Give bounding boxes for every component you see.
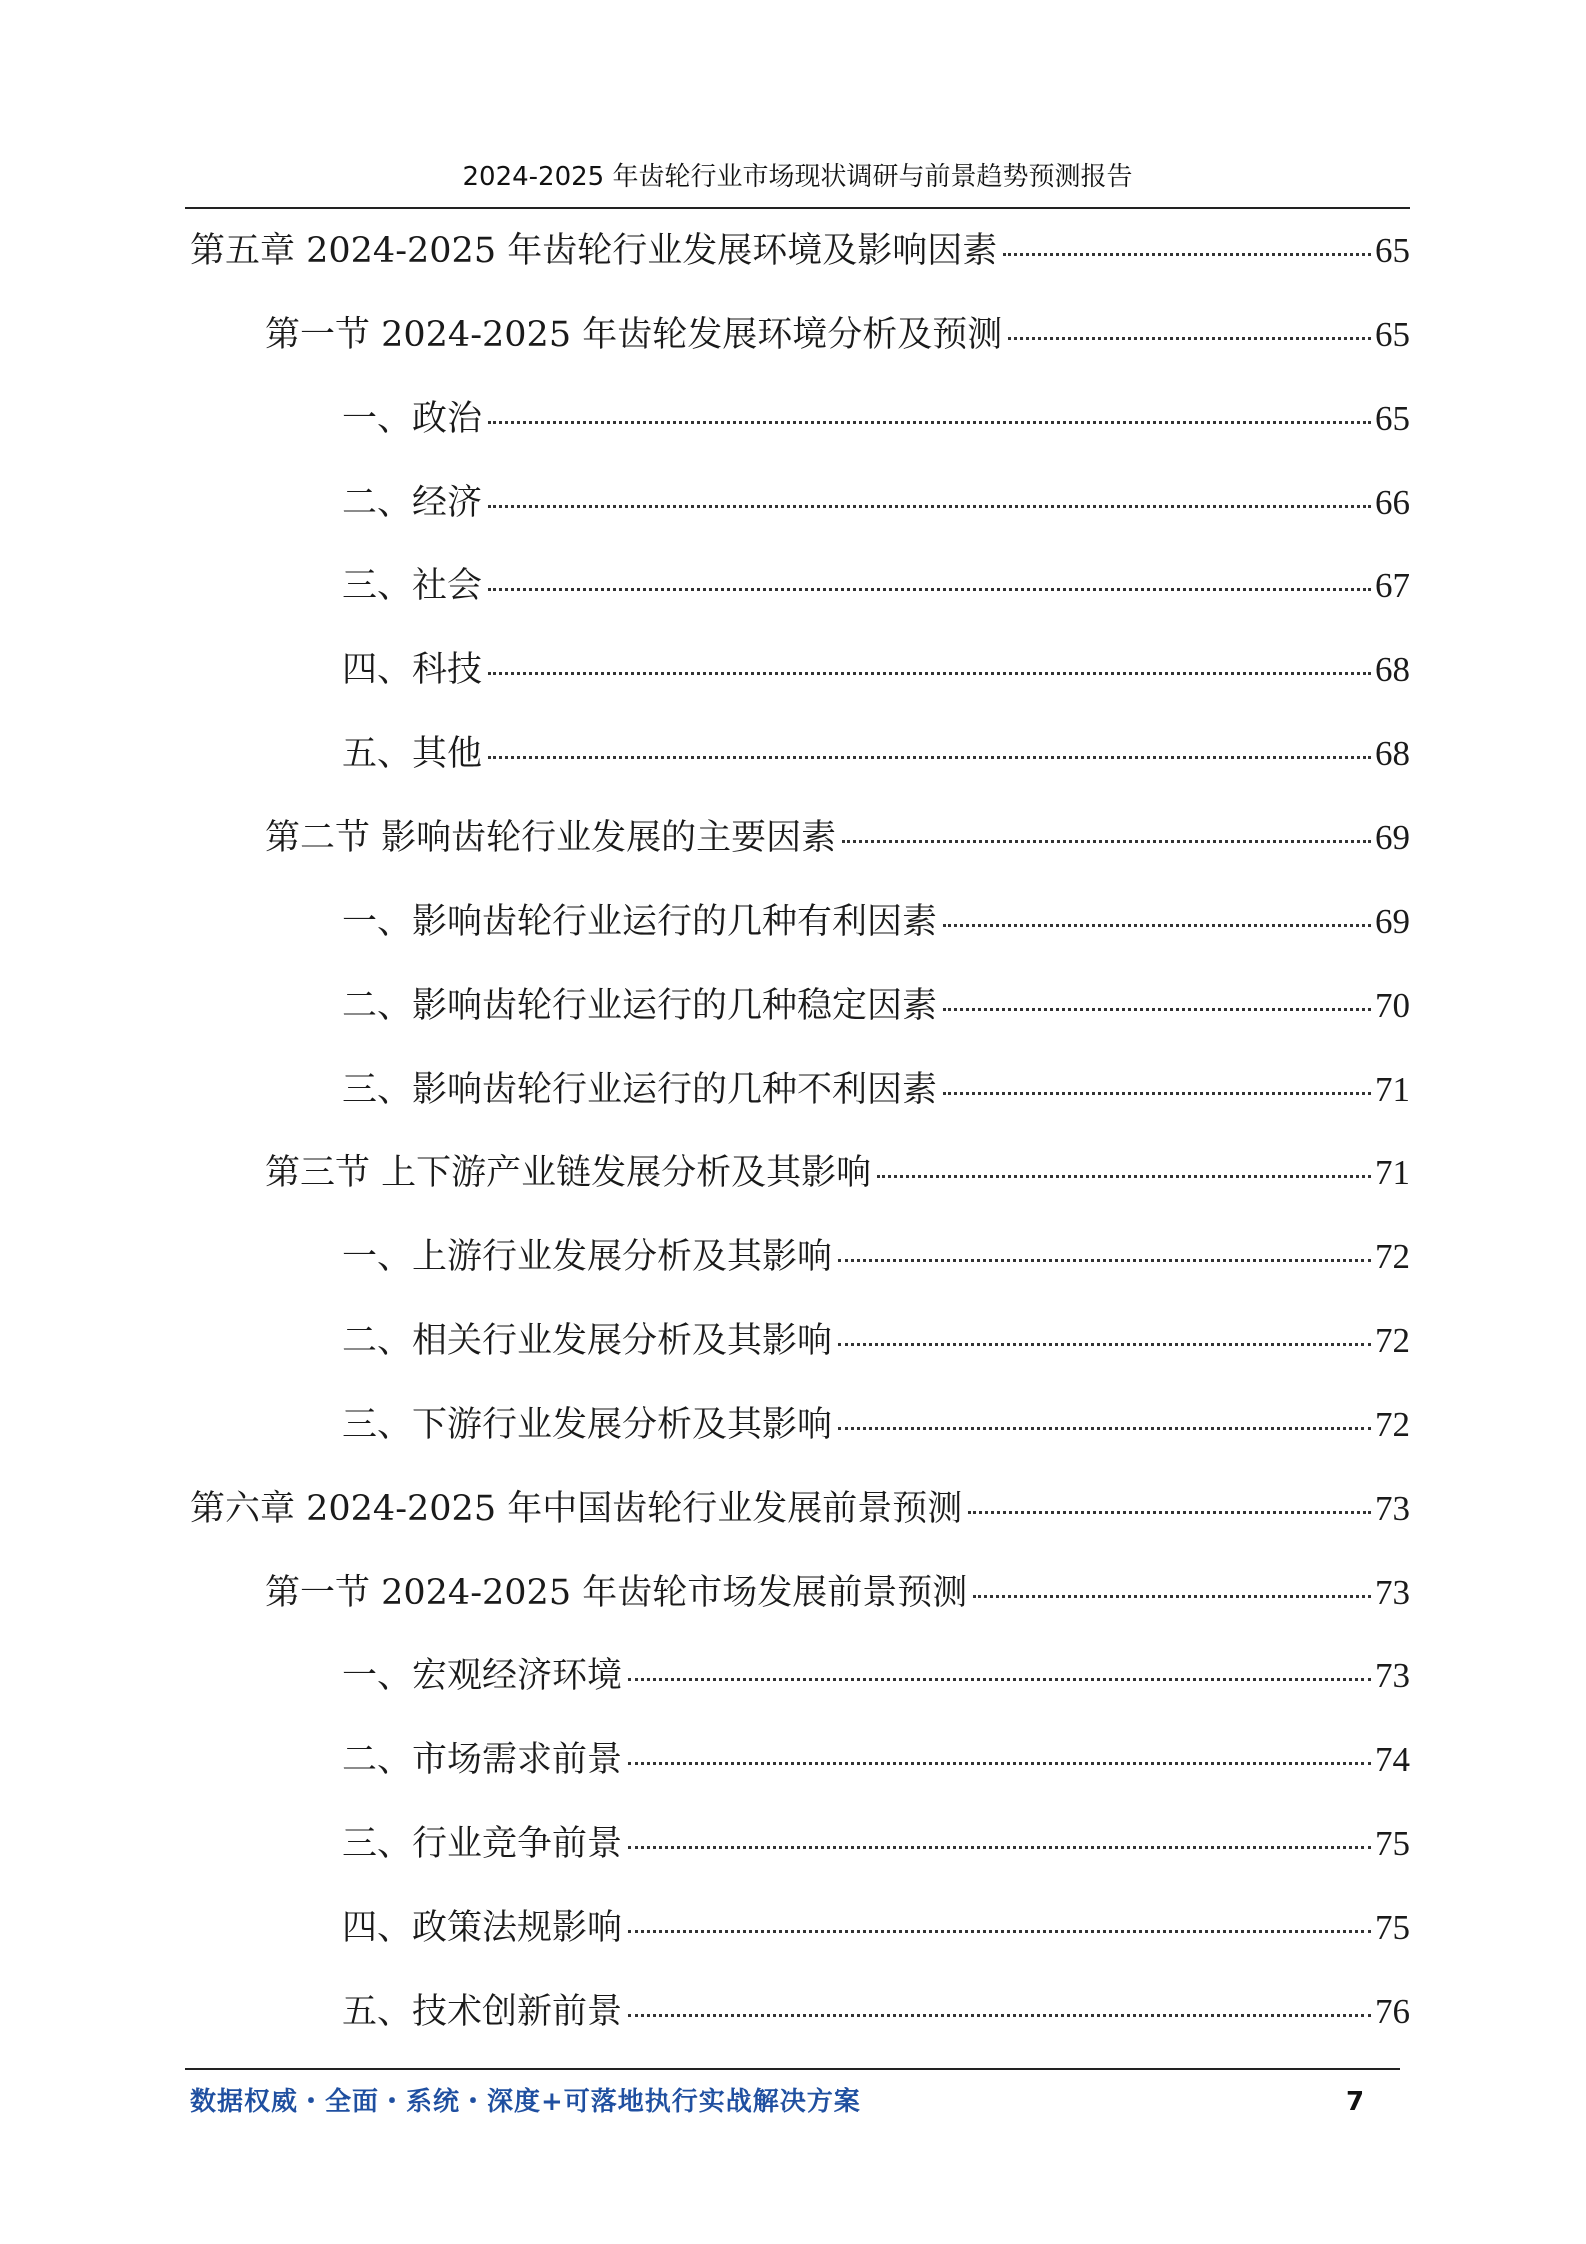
toc-entry-page: 75 — [1375, 1824, 1410, 1863]
toc-entry-label: 三、影响齿轮行业运行的几种不利因素 — [342, 1070, 938, 1110]
toc-dot-leader — [877, 1175, 1371, 1178]
toc-entry-page: 73 — [1375, 1489, 1410, 1528]
toc-entry-level-3[interactable] — [342, 1819, 1410, 1869]
toc-entry-page: 71 — [1375, 1153, 1410, 1192]
toc-entry-label: 二、市场需求前景 — [342, 1740, 623, 1780]
toc-entry-page: 71 — [1375, 1070, 1410, 1109]
toc-dot-leader — [628, 1678, 1371, 1681]
toc-entry-page: 70 — [1375, 986, 1410, 1025]
toc-entry-page: 66 — [1375, 483, 1410, 522]
toc-dot-leader — [838, 1427, 1371, 1430]
report-title: 2024-2025 年齿轮行业市场现状调研与前景趋势预测报告 — [462, 162, 1133, 192]
toc-entry-page: 68 — [1375, 734, 1410, 773]
toc-entry-level-3[interactable] — [342, 981, 1410, 1031]
toc-dot-leader — [488, 588, 1371, 591]
toc-entry-level-2[interactable] — [265, 1148, 1410, 1198]
toc-entry-label: 四、科技 — [342, 650, 483, 690]
toc-entry-level-3[interactable] — [342, 394, 1410, 444]
toc-dot-leader — [943, 1092, 1371, 1095]
toc-entry-label: 二、影响齿轮行业运行的几种稳定因素 — [342, 986, 938, 1026]
toc-entry-page: 68 — [1375, 650, 1410, 689]
toc-entry-label: 第五章 2024-2025 年齿轮行业发展环境及影响因素 — [190, 231, 998, 271]
toc-dot-leader — [628, 2014, 1371, 2017]
toc-entry-level-3[interactable] — [342, 1651, 1410, 1701]
toc-entry-level-3[interactable] — [342, 1735, 1410, 1785]
page-number: 7 — [1345, 2087, 1365, 2117]
toc-entry-level-3[interactable] — [342, 729, 1410, 779]
toc-entry-page: 75 — [1375, 1908, 1410, 1947]
toc-dot-leader — [628, 1846, 1371, 1849]
toc-entry-level-3[interactable] — [342, 1232, 1410, 1282]
toc-dot-leader — [488, 672, 1371, 675]
toc-entry-page: 74 — [1375, 1740, 1410, 1779]
toc-entry-label: 第三节 上下游产业链发展分析及其影响 — [265, 1153, 872, 1193]
toc-entry-label: 第一节 2024-2025 年齿轮发展环境分析及预测 — [265, 315, 1003, 355]
toc-entry-label: 第六章 2024-2025 年中国齿轮行业发展前景预测 — [190, 1489, 963, 1529]
toc-entry-level-3[interactable] — [342, 1400, 1410, 1450]
toc-entry-label: 四、政策法规影响 — [342, 1908, 623, 1948]
toc-entry-label: 一、上游行业发展分析及其影响 — [342, 1237, 833, 1277]
toc-dot-leader — [1008, 337, 1371, 340]
toc-dot-leader — [488, 421, 1371, 424]
toc-dot-leader — [628, 1930, 1371, 1933]
toc-entry-level-2[interactable] — [265, 813, 1410, 863]
toc-dot-leader — [973, 1595, 1371, 1598]
toc-entry-level-3[interactable] — [342, 1316, 1410, 1366]
toc-entry-page: 67 — [1375, 566, 1410, 605]
toc-entry-page: 72 — [1375, 1237, 1410, 1276]
toc-entry-level-3[interactable] — [342, 897, 1410, 947]
header-divider — [185, 207, 1410, 209]
toc-dot-leader — [838, 1259, 1371, 1262]
toc-entry-label: 五、技术创新前景 — [342, 1992, 623, 2032]
toc-entry-page: 76 — [1375, 1992, 1410, 2031]
toc-entry-label: 第一节 2024-2025 年齿轮市场发展前景预测 — [265, 1573, 968, 1613]
toc-dot-leader — [488, 756, 1371, 759]
toc-entry-page: 73 — [1375, 1573, 1410, 1612]
footer-divider — [185, 2068, 1400, 2070]
toc-dot-leader — [1003, 253, 1371, 256]
toc-dot-leader — [842, 840, 1371, 843]
toc-entry-level-2[interactable] — [265, 310, 1410, 360]
toc-entry-page: 65 — [1375, 315, 1410, 354]
toc-entry-page: 72 — [1375, 1321, 1410, 1360]
toc-entry-level-3[interactable] — [342, 1903, 1410, 1953]
footer-slogan: 数据权威・全面・系统・深度+可落地执行实战解决方案 — [190, 2087, 861, 2117]
toc-entry-label: 三、行业竞争前景 — [342, 1824, 623, 1864]
toc-entry-label: 一、政治 — [342, 399, 483, 439]
toc-entry-label: 五、其他 — [342, 734, 483, 774]
toc-entry-page: 65 — [1375, 399, 1410, 438]
toc-entry-label: 一、影响齿轮行业运行的几种有利因素 — [342, 902, 938, 942]
toc-entry-page: 69 — [1375, 902, 1410, 941]
toc-entry-label: 一、宏观经济环境 — [342, 1656, 623, 1696]
toc-dot-leader — [943, 924, 1371, 927]
toc-entry-label: 二、相关行业发展分析及其影响 — [342, 1321, 833, 1361]
toc-entry-label: 第二节 影响齿轮行业发展的主要因素 — [265, 818, 837, 858]
toc-entry-label: 三、社会 — [342, 566, 483, 606]
toc-entry-page: 73 — [1375, 1656, 1410, 1695]
toc-entry-page: 65 — [1375, 231, 1410, 270]
toc-entry-level-1[interactable] — [190, 1484, 1410, 1534]
toc-entry-level-3[interactable] — [342, 645, 1410, 695]
toc-entry-level-1[interactable] — [190, 226, 1410, 276]
toc-entry-level-3[interactable] — [342, 561, 1410, 611]
toc-dot-leader — [943, 1008, 1371, 1011]
toc-entry-level-3[interactable] — [342, 1987, 1410, 2037]
toc-dot-leader — [968, 1511, 1371, 1514]
toc-dot-leader — [628, 1762, 1371, 1765]
toc-entry-level-3[interactable] — [342, 478, 1410, 528]
toc-entry-page: 69 — [1375, 818, 1410, 857]
toc-entry-level-3[interactable] — [342, 1065, 1410, 1115]
toc-entry-label: 三、下游行业发展分析及其影响 — [342, 1405, 833, 1445]
toc-entry-label: 二、经济 — [342, 483, 483, 523]
toc-entry-level-2[interactable] — [265, 1568, 1410, 1618]
toc-dot-leader — [488, 505, 1371, 508]
toc-dot-leader — [838, 1343, 1371, 1346]
toc-entry-page: 72 — [1375, 1405, 1410, 1444]
